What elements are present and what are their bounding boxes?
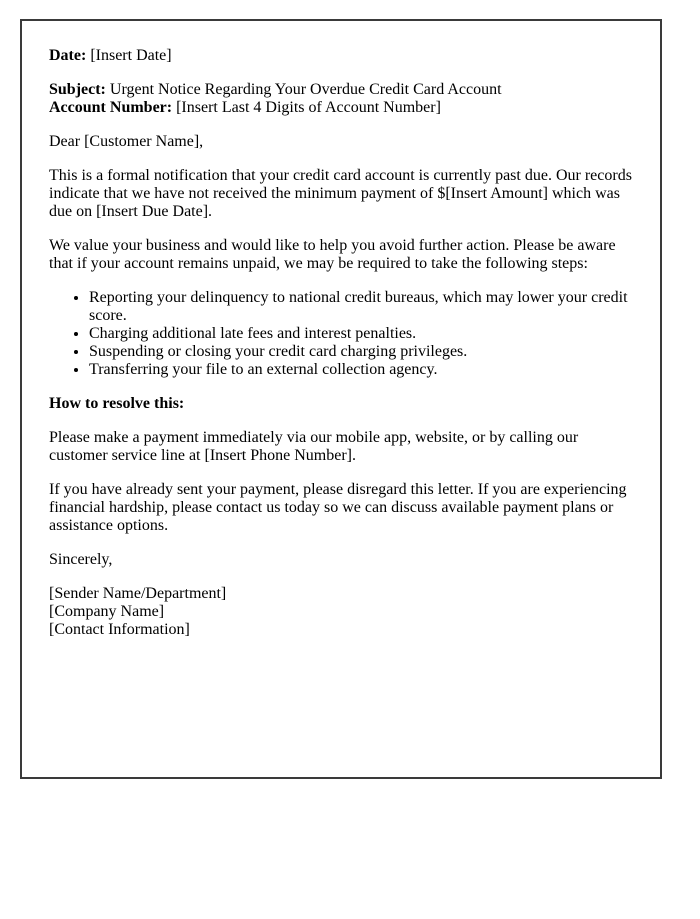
- signature-sender: [Sender Name/Department]: [49, 585, 227, 602]
- signature-contact: [Contact Information]: [49, 621, 190, 638]
- signature-company: [Company Name]: [49, 603, 165, 620]
- account-number-value: [Insert Last 4 Digits of Account Number]: [176, 99, 441, 116]
- signature-block: [49, 585, 634, 639]
- list-item-collection-agency: • Transferring your file to an external collection agency.: [89, 361, 634, 379]
- list-item-suspension: • Suspending or closing your credit card charging privileges.: [89, 343, 634, 361]
- subject-value: Urgent Notice Regarding Your Overdue Credit Card Account: [109, 81, 502, 98]
- subject-account-block: [49, 81, 634, 117]
- paragraph-notification: This is a formal notification that your credit card account is currently past due. Our records indicate that we have not received the minimum payment of $[Insert Amount] which was due on [Insert Due Date].: [49, 167, 632, 220]
- list-item-late-fees: • Charging additional late fees and interest penalties.: [89, 325, 634, 343]
- closing: Sincerely,: [49, 551, 113, 568]
- paragraph-disregard-note: If you have already sent your payment, please disregard this letter. If you are experiencing financial hardship, please contact us today so we can discuss available payment plans or assistance options.: [49, 481, 627, 534]
- date-line: [49, 47, 634, 65]
- salutation: Dear [Customer Name],: [49, 133, 204, 150]
- resolve-heading: How to resolve this:: [49, 395, 185, 412]
- consequences-list: [49, 289, 634, 379]
- date-label: Date:: [49, 47, 87, 64]
- list-item-credit-bureaus: • Reporting your delinquency to national credit bureaus, which may lower your credit score.: [89, 289, 634, 325]
- account-number-label: Account Number:: [49, 99, 173, 116]
- paragraph-warning: We value your business and would like to help you avoid further action. Please be aware that if your account remains unpaid, we may be required to take the following steps:: [49, 237, 616, 272]
- paragraph-payment-instructions: Please make a payment immediately via our mobile app, website, or by calling our customer service line at [Insert Phone Number].: [49, 429, 579, 464]
- letter-container: [20, 19, 662, 779]
- subject-label: Subject:: [49, 81, 106, 98]
- date-value: [Insert Date]: [90, 47, 172, 64]
